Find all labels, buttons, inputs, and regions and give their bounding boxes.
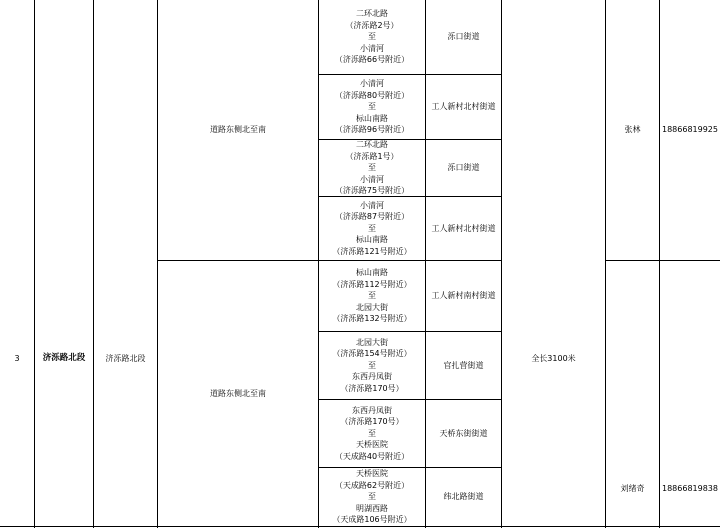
range-line: 小清河 [360, 200, 384, 210]
range-line: 标山南路 [356, 268, 388, 278]
range-line: 至 [368, 102, 376, 112]
range-line: 小清河 [360, 43, 384, 53]
direction-label: 道路东侧北至南 [210, 125, 266, 135]
range-line: 小清河 [360, 174, 384, 184]
range-line: （济泺路75号附近） [334, 186, 410, 196]
range-line: 至 [368, 32, 376, 42]
range-line: 至 [368, 492, 376, 502]
range-line: （济泺路87号附近） [334, 212, 410, 222]
range-line: （济泺路80号附近） [334, 90, 410, 100]
range-line: 二环北路 [356, 140, 388, 150]
range-line: （济泺路154号附近） [332, 349, 412, 359]
range-line: 东西丹凤街 [352, 372, 392, 382]
segment-name: 济泺路北段 [105, 354, 146, 364]
range-cell [319, 197, 425, 260]
range-line: （济泺路2号） [345, 20, 399, 30]
row-index: 3 [14, 354, 20, 364]
range-line: 至 [368, 360, 376, 370]
range-line: 东西丹凤街 [352, 405, 392, 415]
street-cell: 工人新村南村街道 [431, 291, 496, 301]
range-line: （济泺路96号附近） [334, 125, 410, 135]
range-line: （天成路62号附近） [334, 480, 410, 490]
range-line: 至 [368, 223, 376, 233]
street-cell: 泺口街道 [447, 32, 480, 42]
range-line: 至 [368, 163, 376, 173]
range-line: （济泺路170号） [340, 417, 404, 427]
range-line: 小清河 [360, 79, 384, 89]
range-cell [319, 400, 425, 467]
range-line: 北园大街 [356, 337, 388, 347]
range-cell [319, 75, 425, 139]
range-cell [319, 140, 425, 196]
direction-label: 道路东侧北至南 [210, 388, 266, 398]
range-line: （济泺路1号） [345, 151, 399, 161]
range-cell [319, 468, 425, 526]
person-name: 张林 [624, 125, 641, 135]
range-line: 至 [368, 291, 376, 301]
range-line: （天成路106号附近） [332, 515, 412, 525]
range-cell [319, 261, 425, 331]
range-line: （济泺路132号附近） [332, 314, 412, 324]
street-cell: 泺口街道 [447, 163, 480, 173]
street-cell: 纬北路街道 [443, 492, 484, 502]
road-name: 济泺路北段 [42, 353, 86, 364]
phone-number: 18866819925 [662, 125, 718, 135]
street-cell: 官扎营街道 [443, 360, 484, 370]
person-name: 刘绪奇 [620, 483, 645, 493]
range-line: 明湖西路 [356, 503, 388, 513]
phone-number: 18866819838 [662, 483, 718, 493]
range-line: （济泺路66号附近） [334, 55, 410, 65]
total-length: 全长3100米 [531, 354, 576, 364]
range-cell [319, 0, 425, 74]
street-cell: 工人新村北村街道 [431, 223, 496, 233]
range-line: 至 [368, 428, 376, 438]
range-cell [319, 332, 425, 399]
range-line: （济泺路121号附近） [332, 246, 412, 256]
range-line: 标山南路 [356, 235, 388, 245]
range-line: 标山南路 [356, 113, 388, 123]
range-line: （天成路40号附近） [334, 451, 410, 461]
range-line: （济泺路170号） [340, 383, 404, 393]
range-line: 天桥医院 [356, 440, 388, 450]
range-line: （济泺路112号附近） [332, 279, 412, 289]
range-line: 北园大街 [356, 302, 388, 312]
street-cell: 天桥东街街道 [439, 428, 488, 438]
range-line: 天桥医院 [356, 469, 388, 479]
street-cell: 工人新村北村街道 [431, 102, 496, 112]
range-line: 二环北路 [356, 9, 388, 19]
